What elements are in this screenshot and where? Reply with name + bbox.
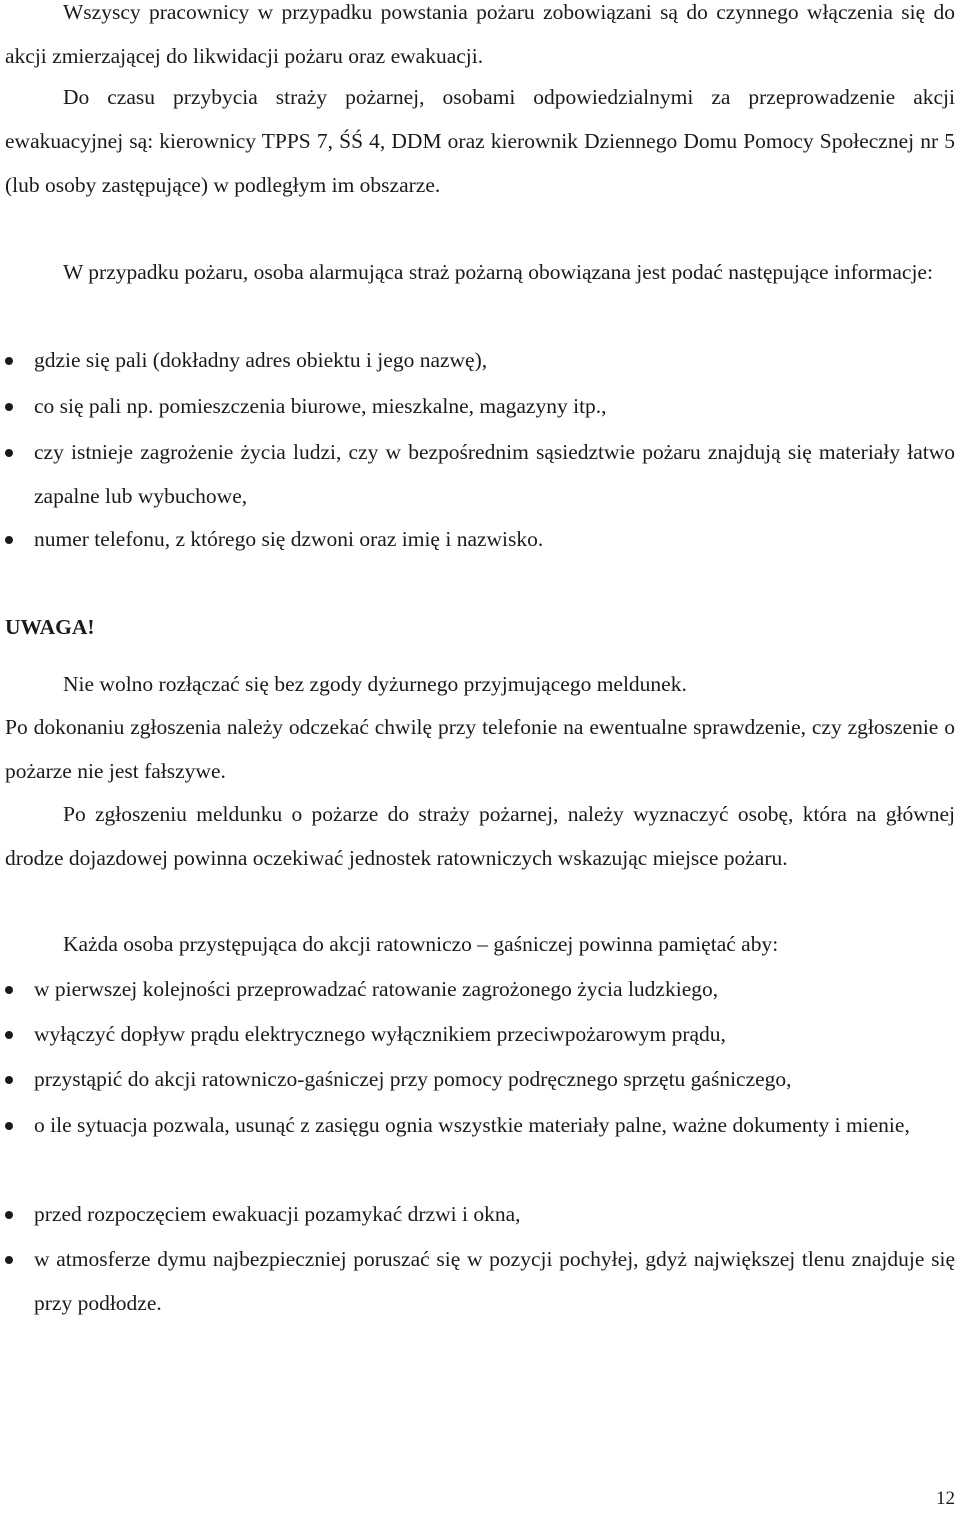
bullet-icon bbox=[5, 1211, 13, 1219]
paragraph-wait-verification: Po dokonaniu zgłoszenia należy odczekać chwilę przy telefonie na ewentualne sprawdzenie, czy zgłoszenie o pożarze nie jest fałszywe. bbox=[5, 715, 955, 783]
list-item: przed rozpoczęciem ewakuacji pozamykać drzwi i okna, bbox=[34, 1202, 521, 1226]
warning-heading: UWAGA! bbox=[5, 615, 95, 639]
list-item: w pierwszej kolejności przeprowadzać ratowanie zagrożonego życia ludzkiego, bbox=[34, 977, 719, 1001]
list-item: co się pali np. pomieszczenia biurowe, mieszkalne, magazyny itp., bbox=[34, 394, 607, 418]
list-item: przystąpić do akcji ratowniczo-gaśniczej przy pomocy podręcznego sprzętu gaśniczego, bbox=[34, 1067, 792, 1091]
bullet-icon bbox=[5, 1256, 13, 1264]
list-item: w atmosferze dymu najbezpieczniej poruszać się w pozycji pochyłej, gdyż największej tlenu znajduje się przy podłodze. bbox=[34, 1247, 955, 1315]
paragraph-obligation: Wszyscy pracownicy w przypadku powstania pożaru zobowiązani są do czynnego włączenia się do akcji zmierzającej do likwidacji pożaru oraz ewakuacji. bbox=[5, 0, 955, 68]
list-item: numer telefonu, z którego się dzwoni oraz imię i nazwisko. bbox=[34, 527, 544, 551]
bullet-icon bbox=[5, 403, 13, 411]
list-item: wyłączyć dopływ prądu elektrycznego wyłącznikiem przeciwpożarowym prądu, bbox=[34, 1022, 726, 1046]
paragraph-do-not-disconnect: Nie wolno rozłączać się bez zgody dyżurnego przyjmującego meldunek. bbox=[63, 672, 687, 696]
list-item: o ile sytuacja pozwala, usunąć z zasięgu ognia wszystkie materiały palne, ważne dokumenty i mienie, bbox=[34, 1113, 910, 1137]
bullet-icon bbox=[5, 1076, 13, 1084]
paragraph-designate-person: Po zgłoszeniu meldunku o pożarze do straży pożarnej, należy wyznaczyć osobę, która na głównej drodze dojazdowej powinna oczekiwać jednostek ratowniczych wskazując miejsce pożaru. bbox=[5, 802, 955, 870]
list-item: gdzie się pali (dokładny adres obiektu i jego nazwę), bbox=[34, 348, 488, 372]
bullet-icon bbox=[5, 1031, 13, 1039]
bullet-icon bbox=[5, 986, 13, 994]
bullet-icon bbox=[5, 357, 13, 365]
paragraph-responsibility: Do czasu przybycia straży pożarnej, osobami odpowiedzialnymi za przeprowadzenie akcji ewakuacyjnej są: kierownicy TPPS 7, ŚŚ 4, DDM oraz kierownik Dziennego Domu Pomocy Społecznej nr 5 (lub osoby zastępujące) w podległym im obszarze. bbox=[5, 85, 955, 197]
bullet-icon bbox=[5, 536, 13, 544]
page-number: 12 bbox=[936, 1488, 955, 1509]
paragraph-alarm-info: W przypadku pożaru, osoba alarmująca straż pożarną obowiązana jest podać następujące informacje: bbox=[63, 260, 933, 284]
bullet-icon bbox=[5, 449, 13, 457]
list-item: czy istnieje zagrożenie życia ludzi, czy w bezpośrednim sąsiedztwie pożaru znajdują się materiały łatwo zapalne lub wybuchowe, bbox=[34, 440, 955, 508]
paragraph-remember: Każda osoba przystępująca do akcji ratowniczo – gaśniczej powinna pamiętać aby: bbox=[63, 932, 779, 956]
bullet-icon bbox=[5, 1122, 13, 1130]
